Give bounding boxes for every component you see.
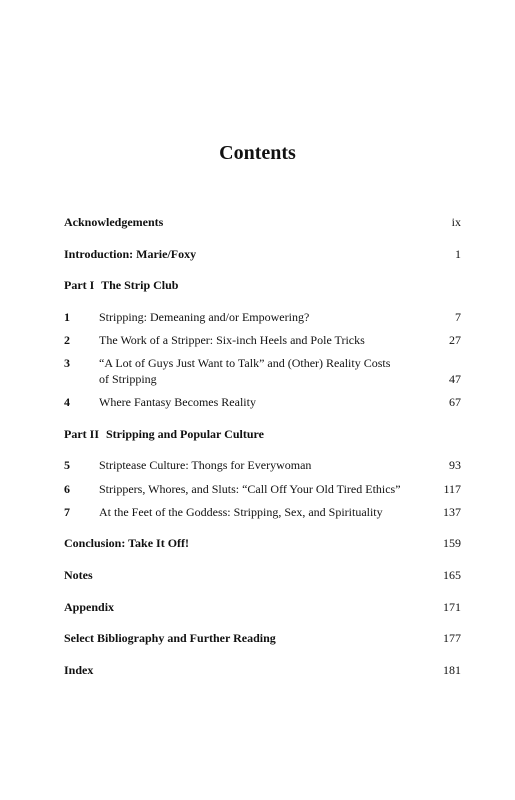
chapter-page: 93 <box>449 458 461 472</box>
chapter-page: 137 <box>443 505 461 519</box>
toc-entry-page: 165 <box>443 568 461 582</box>
toc-entry-page: 181 <box>443 663 461 677</box>
part-title: Stripping and Popular Culture <box>106 427 264 441</box>
toc-entry-label: Notes <box>64 568 93 582</box>
chapter-title-line-2: of Stripping <box>99 372 157 386</box>
chapter-number: 7 <box>64 505 70 519</box>
chapter-number: 5 <box>64 458 70 472</box>
part-title: The Strip Club <box>101 278 179 292</box>
toc-entry-label: Conclusion: Take It Off! <box>64 536 190 550</box>
chapter-title: Where Fantasy Becomes Reality <box>99 395 256 409</box>
chapter-page: 7 <box>455 310 461 324</box>
toc-entry-label: Index <box>64 663 94 677</box>
page-title: Contents <box>219 142 296 164</box>
chapter-number: 4 <box>64 395 70 409</box>
chapter-number: 3 <box>64 356 70 370</box>
chapter-page: 67 <box>449 395 461 409</box>
toc-entry-label: Acknowledgements <box>64 215 164 229</box>
toc-entry-page: 159 <box>443 536 461 550</box>
chapter-page: 47 <box>449 372 461 386</box>
chapter-number: 1 <box>64 310 70 324</box>
toc-entry-label: Appendix <box>64 600 115 614</box>
toc-entry-label: Select Bibliography and Further Reading <box>64 631 276 645</box>
toc-entry-page: 171 <box>443 600 461 614</box>
chapter-number: 6 <box>64 482 70 496</box>
chapter-title: At the Feet of the Goddess: Stripping, Sex, and Spirituality <box>99 505 383 519</box>
part-heading-2 <box>64 426 264 442</box>
chapter-page: 27 <box>449 333 461 347</box>
toc-entry-page: 1 <box>455 247 461 261</box>
chapter-title-line-1: “A Lot of Guys Just Want to Talk” and (Other) Reality Costs <box>99 356 391 370</box>
part-number: Part I <box>64 278 95 292</box>
part-heading-1 <box>64 277 178 293</box>
toc-entry-page: 177 <box>443 631 461 645</box>
chapter-title: Strippers, Whores, and Sluts: “Call Off Your Old Tired Ethics” <box>99 482 401 496</box>
chapter-page: 117 <box>443 482 461 496</box>
chapter-title: Striptease Culture: Thongs for Everywoman <box>99 458 312 472</box>
chapter-title: The Work of a Stripper: Six-inch Heels and Pole Tricks <box>99 333 365 347</box>
toc-entry-label: Introduction: Marie/Foxy <box>64 247 197 261</box>
toc-chapter-3[interactable] <box>64 355 461 387</box>
toc-entry-page: ix <box>451 215 461 229</box>
chapter-title: Stripping: Demeaning and/or Empowering? <box>99 310 310 324</box>
part-number: Part II <box>64 427 99 441</box>
chapter-number: 2 <box>64 333 70 347</box>
